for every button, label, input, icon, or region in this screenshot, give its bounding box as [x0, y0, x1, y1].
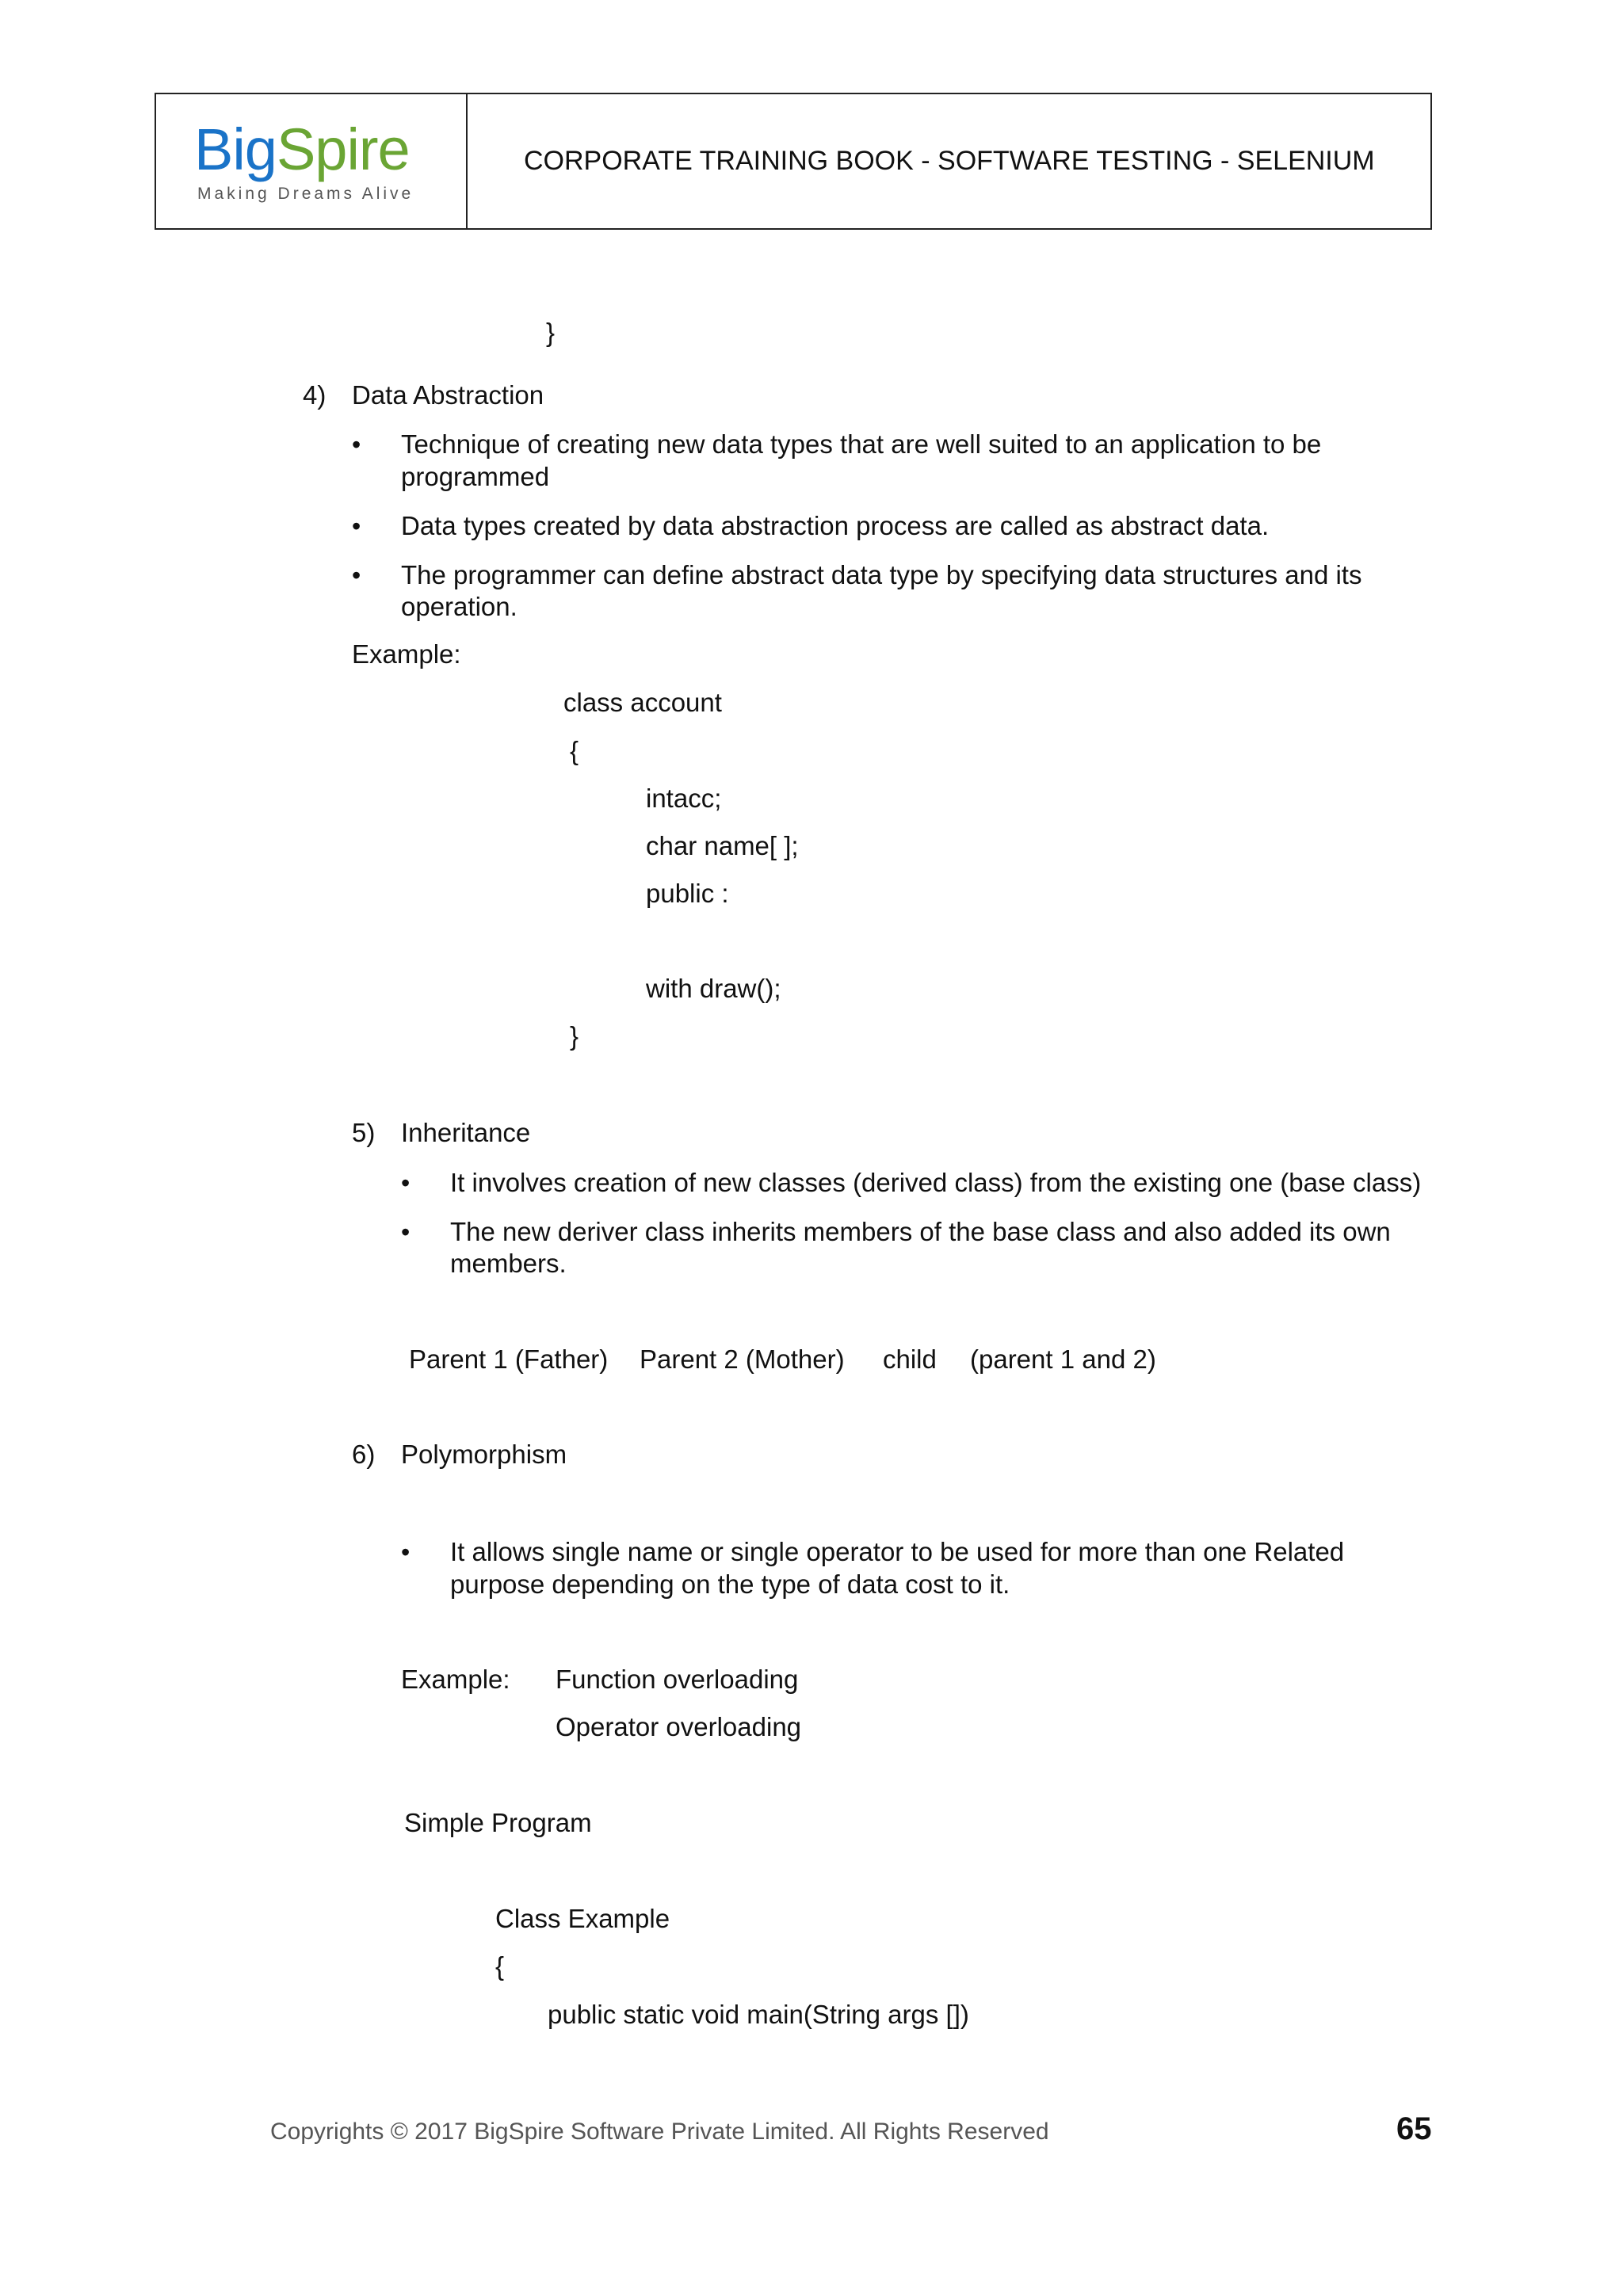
section-number: 4)	[303, 380, 327, 410]
header-box	[155, 93, 1432, 230]
code-line: with draw();	[646, 974, 781, 1003]
bullet-text: Technique of creating new data types that are well suited to an application to be	[401, 429, 1322, 459]
code-line: class account	[563, 688, 722, 717]
bigspire-logo	[194, 118, 410, 181]
example-label: Example:	[352, 639, 461, 669]
bullet-text: programmed	[401, 462, 550, 491]
bullet-icon: •	[401, 1538, 411, 1566]
parent-2-label: Parent 2 (Mother)	[640, 1344, 845, 1374]
bullet-text: The new deriver class inherits members of the base class and also added its own	[450, 1217, 1391, 1246]
simple-program-heading: Simple Program	[404, 1808, 592, 1837]
bullet-icon: •	[401, 1169, 411, 1197]
logo-tagline: Making Dreams Alive	[197, 185, 414, 203]
parent-1-label: Parent 1 (Father)	[409, 1344, 609, 1374]
page-number: 65	[1396, 2111, 1432, 2146]
code-line: public static void main(String args [])	[548, 2000, 969, 2029]
header-title: CORPORATE TRAINING BOOK - SOFTWARE TESTING - SELENIUM	[524, 146, 1375, 176]
section-number: 6)	[352, 1440, 376, 1469]
bullet-text: operation.	[401, 592, 517, 621]
example-item: Operator overloading	[556, 1712, 802, 1741]
bullet-text: It involves creation of new classes (derived class) from the existing one (base class)	[450, 1168, 1422, 1197]
child-note: (parent 1 and 2)	[970, 1344, 1156, 1374]
logo-word-big: Big	[194, 116, 277, 182]
section-heading: Data Abstraction	[352, 380, 544, 410]
bullet-icon: •	[352, 512, 361, 540]
code-line: {	[570, 736, 579, 765]
code-line: Class Example	[495, 1904, 670, 1933]
code-line: intacc;	[646, 784, 722, 813]
child-label: child	[883, 1344, 937, 1374]
bullet-text: Data types created by data abstraction process are called as abstract data.	[401, 511, 1270, 540]
section-heading: Polymorphism	[401, 1440, 567, 1469]
bullet-text: The programmer can define abstract data type by specifying data structures and its	[401, 560, 1362, 589]
header-divider	[466, 94, 468, 228]
bullet-icon: •	[352, 430, 361, 459]
code-line: public :	[646, 879, 729, 908]
section-number: 5)	[352, 1118, 376, 1147]
bullet-icon: •	[401, 1218, 411, 1246]
section-heading: Inheritance	[401, 1118, 531, 1147]
bullet-text: members.	[450, 1249, 567, 1278]
bullet-text: purpose depending on the type of data cost to it.	[450, 1569, 1010, 1599]
bullet-text: It allows single name or single operator to be used for more than one Related	[450, 1537, 1345, 1566]
footer-copyright: Copyrights © 2017 BigSpire Software Private Limited. All Rights Reserved	[270, 2119, 1049, 2145]
logo-word-spire: Spire	[276, 116, 410, 182]
code-line: }	[570, 1021, 579, 1051]
example-item: Function overloading	[556, 1665, 799, 1694]
code-line: {	[495, 1951, 505, 1981]
example-label: Example:	[401, 1665, 510, 1694]
code-line: char name[ ];	[646, 831, 799, 860]
code-closing-brace: }	[546, 318, 556, 347]
bullet-icon: •	[352, 561, 361, 589]
